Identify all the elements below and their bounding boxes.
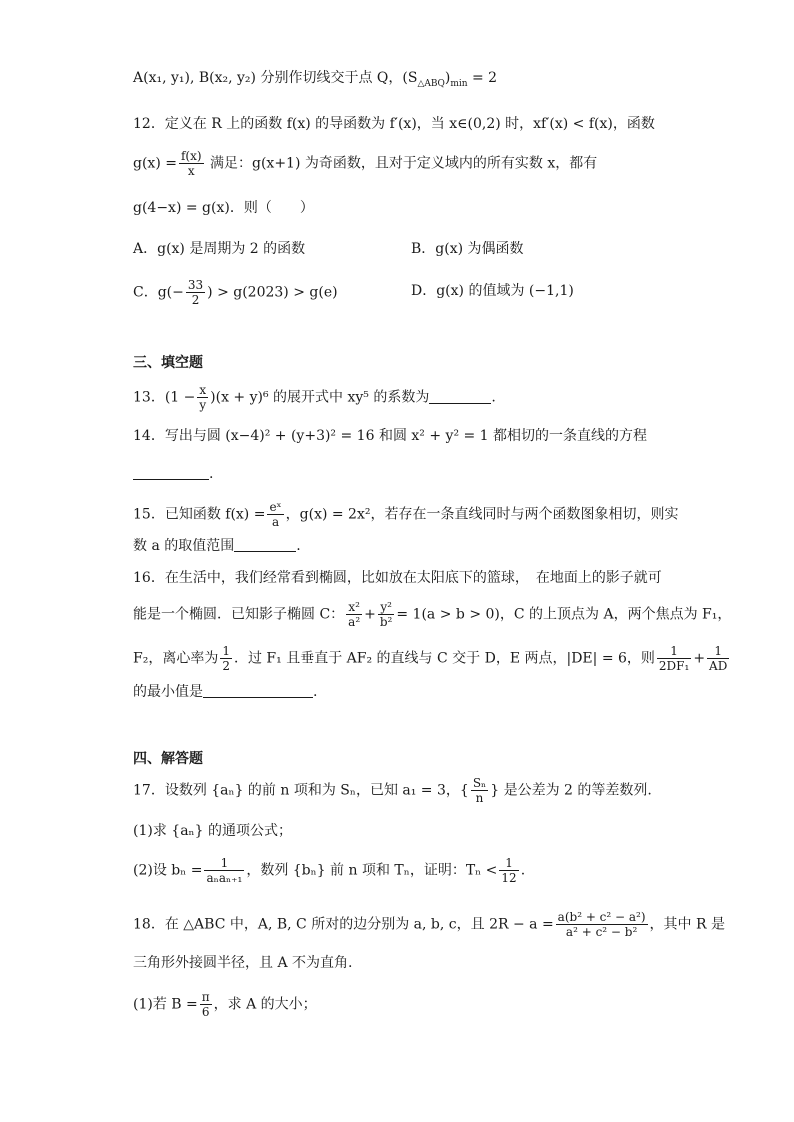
q16-fraction-df: $\frac{1}{\text{2DF₁}}$ <box>658 644 690 673</box>
top-line: A(x₁, y₁), B(x₂, y₂) 分别作切线交于点 Q，$(S_{\triangle ABQ})_{min} = 2$ <box>133 70 498 89</box>
q12-line3: g(4−x) = g(x)．则（ ） <box>133 200 314 216</box>
q16-fraction-y: $\frac{\text{y²}}{\text{b²}}$ <box>379 600 393 629</box>
q17-fraction: $\frac{\text{Sₙ}}{n}$ <box>472 776 487 805</box>
q12-optc-fraction: $\frac{33}{2}$ <box>187 278 204 307</box>
section-4-title: 四、解答题 <box>133 751 203 767</box>
answer-blank <box>133 465 209 480</box>
q14-line1: 14．写出与圆 (x−4)² + (y+3)² = 16 和圆 x² + y² = 1 都相切的一条直线的方程 <box>133 428 648 444</box>
q16-line3: F₂，离心率为 $\frac{1}{2}$ ．过 F₁ 且垂直于 AF₂ 的直线与 C 交于 D，E 两点，|DE| = 6，则 $\frac{1}{\text{2DF₁}}$ + $\frac{1}{AD}$ <box>133 644 728 673</box>
q15-line1: 15．已知函数 f(x) = $\frac{\text{eˣ}}{a}$ ，g(x) = 2x²，若存在一条直线同时与两个函数图象相切，则实 <box>133 500 679 529</box>
q16-line2: 能是一个椭圆．已知影子椭圆 C： $\frac{\text{x²}}{\text{a²}}$ + $\frac{\text{y²}}{\text{b²}}$ = 1(a > b > 0)，C 的上顶点为 A，两个焦点为 F₁， <box>133 600 732 629</box>
q16-line4: 的最小值是 . <box>133 684 318 700</box>
answer-blank <box>429 389 491 404</box>
q17-bn-fraction: $\frac{1}{\text{aₙaₙ₊₁}}$ <box>206 856 243 885</box>
q12-line1: 12．定义在 R 上的函数 f(x) 的导函数为 f′(x)，当 x∈(0,2) 时，xf′(x) < f(x)，函数 <box>133 116 655 132</box>
q15-fraction: $\frac{\text{eˣ}}{a}$ <box>269 500 282 529</box>
q17-bound-fraction: $\frac{1}{12}$ <box>501 856 517 885</box>
q15-line2: 数 a 的取值范围 . <box>133 538 301 554</box>
q18-line2: 三角形外接圆半径，且 A 不为直角. <box>133 955 353 971</box>
q18-fraction: $\frac{\text{a(b² + c² − a²)}}{\text{a² + c² − b²}}$ <box>557 910 646 939</box>
q18-line1: 18．在 △ABC 中，A, B, C 所对的边分别为 a, b, c，且 2R − a = $\frac{\text{a(b² + c² − a²)}}{\text{a² + c² − b²}}$ ，其中 R 是 <box>133 910 725 939</box>
q16-fraction-x: $\frac{\text{x²}}{\text{a²}}$ <box>348 600 361 629</box>
answer-blank <box>203 683 313 698</box>
q12-option-c: C．g(− $\frac{33}{2}$ ) > g(2023) > g(e) <box>133 278 338 307</box>
q16-eccentricity: $\frac{1}{2}$ <box>222 644 230 673</box>
q18-part1: (1)若 B = $\frac{\pi}{6}$ ，求 A 的大小； <box>133 990 317 1019</box>
q13: 13．(1 − $\frac{x}{y}$ )(x + y)⁶ 的展开式中 xy⁵ 的系数为 . <box>133 383 496 412</box>
answer-blank <box>234 537 296 552</box>
q12-option-b: B．g(x) 为偶函数 <box>411 241 524 257</box>
q16-line1: 16．在生活中，我们经常看到椭圆，比如放在太阳底下的篮球， 在地面上的影子就可 <box>133 570 662 586</box>
q12-option-d: D．g(x) 的值域为 (−1,1) <box>411 283 574 299</box>
q18-b-fraction: $\frac{\pi}{6}$ <box>201 990 210 1019</box>
q17-part2: (2)设 bₙ = $\frac{1}{\text{aₙaₙ₊₁}}$ ，数列 {bₙ} 前 n 项和 Tₙ，证明：Tₙ < $\frac{1}{12}$ . <box>133 856 526 885</box>
q14-line2: . <box>133 463 213 485</box>
q13-fraction: $\frac{x}{y}$ <box>199 383 207 412</box>
q17-line1: 17．设数列 {aₙ} 的前 n 项和为 Sₙ，已知 a₁ = 3，{ $\frac{\text{Sₙ}}{n}$ } 是公差为 2 的等差数列. <box>133 776 652 805</box>
q12-line2: g(x) = $\frac{f(x)}{x}$ 满足：g(x+1) 为奇函数，且对于定义域内的所有实数 x，都有 <box>133 149 598 178</box>
q12-option-a: A．g(x) 是周期为 2 的函数 <box>133 241 306 257</box>
section-3-title: 三、填空题 <box>133 355 203 371</box>
q12-fraction: $\frac{f(x)}{x}$ <box>180 149 202 178</box>
q17-part1: (1)求 {aₙ} 的通项公式； <box>133 823 292 839</box>
q16-fraction-ad: $\frac{1}{AD}$ <box>709 644 728 673</box>
